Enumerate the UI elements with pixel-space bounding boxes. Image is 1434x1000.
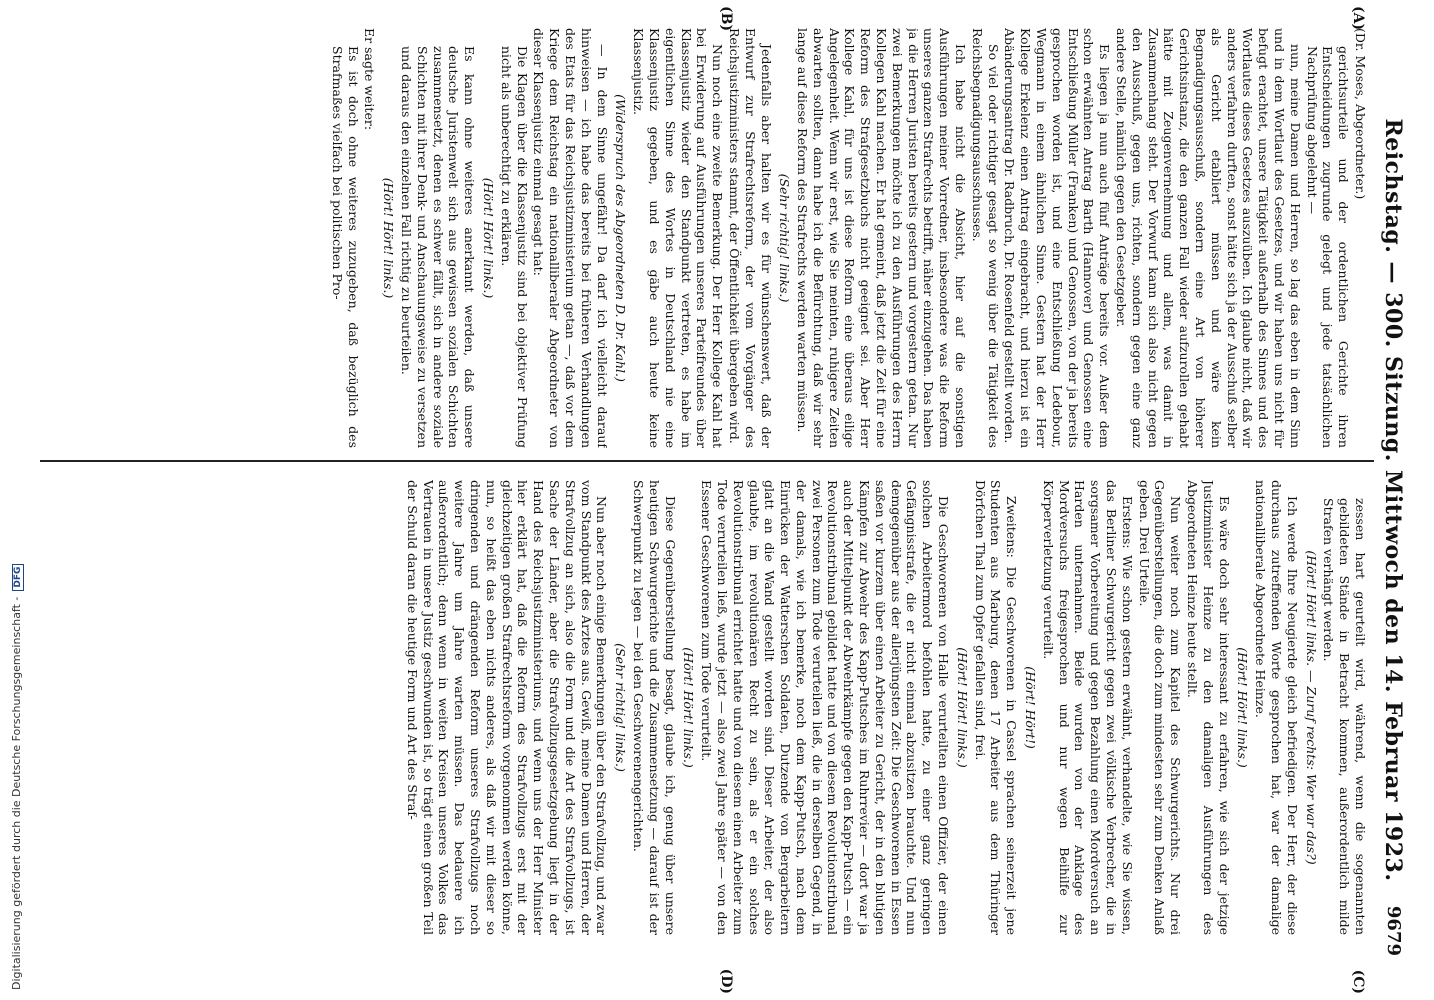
interjection: (Hört! Hört! links.) — [954, 647, 970, 768]
paragraph: Es liegen ja nun auch fünf Anträge bereits vor. Außer dem schon erwähnten Antrag Barth (Hannover) und Genossen eine Entschließung Müller (Franken) und Genossen, von der ja bereits gesprochen worden ist, und eine Entschließung Ledebour, Wegmann in einem ähnlichen Sinne. Gestern hat der Herr Kollege Erkelenz einen Antrag eingebracht, und hierzu ist ein Abänderungsantrag Dr. Radbruch, Dr. Rosenfeld gestellt worden. — [1002, 28, 1113, 448]
paragraph: Ich werde Ihre Neugierde gleich befriedigen. Der Herr, der diese durchaus zutreffenden Worte gesprochen hat, war der damalige nationalliberale Abgeordnete Heinze. — [1253, 480, 1300, 935]
page-number: 9679 — [1383, 905, 1404, 956]
paragraph: Nun weiter noch zum Kapitel des Schwurgerichts. Nur drei Gegenüberstellungen, die doch zum mindesten sehr zum Denken Anlaß geben. Drei Urteile. — [1136, 480, 1184, 935]
paragraph: Diese Gegenüberstellung besagt, glaube ich, genug über unsere heutigen Schwurgerichte und die Zusammensetzung — darauf ist der Schwerpunkt zu legen — bei den Geschworenengerichten. — [630, 480, 678, 935]
quotation: Es ist doch ohne weiteres zuzugeben, daß bezüglich des Strafmaßes vielfach bei politischen Pro- — [329, 46, 361, 448]
paragraph: Nun noch eine zweite Bemerkung. Der Herr Kollege Kahl hat bei Erwiderung auf Ausführungen unseres Parteifreundes über Klassenjustiz wieder den Standpunkt vertreten, es habe im eigentlichen Sinne des Wortes in Deutschland nie eine Klassenjustiz gegeben, und es gäbe auch heute keine Klassenjustiz. — [631, 28, 726, 448]
interjection: (Hört! Hört! links.) — [381, 177, 397, 299]
margin-letter-c: (C) — [1350, 969, 1366, 994]
margin-letter-a: (A) — [1350, 6, 1366, 31]
right-column — [40, 480, 1368, 935]
speaker-label: (Dr. Moses, Abgeordneter.) — [1353, 28, 1368, 200]
digitization-credit-text: Digitalisierung gefördert durch die Deutsche Forschungsgemeinschaft - — [10, 596, 23, 990]
interjection: (Sehr richtig! links.) — [613, 643, 629, 772]
margin-letter-d: (D) — [718, 968, 734, 994]
paragraph: Er sagte weiter: — [362, 28, 378, 131]
interjection: (Hört! Hört! links. — Zuruf rechts: Wer war das?) — [1303, 550, 1319, 865]
paragraph: Ich habe nicht die Absicht, hier auf die sonstigen Ausführungen meiner Vorredner, insbesondere was die Reform unseres ganzen Strafrechts betrifft, näher einzugehen. Das haben ja die Herren Juristen bereits gestern und vorgestern getan. Nur zwei Bemerkungen möchte ich zu den Ausführungen des Herrn Kollegen Kahl machen. Er hat gemeint, daß jetzt die Zeit für eine Reform des Strafgesetzbuchs nicht geeignet sei. Aber Herr Kollege Kahl, für uns ist diese Reform eine überaus eilige Angelegenheit. Wenn wir erst, wie Sie meinten, ruhigere Zeiten abwarten sollten, dann habe ich die Befürchtung, daß wir sehr lange auf diese Reform des Strafrechts werden warten müssen. — [795, 28, 969, 448]
interjection: (Hört! Hört! links.) — [480, 177, 496, 299]
interjection: (Hört! Hört!) — [1023, 666, 1039, 749]
interjection: (Hört! Hört! links.) — [681, 647, 697, 768]
dfg-logo: DFG — [12, 564, 24, 591]
paragraph: Jedenfalls aber halten wir es für wünschenswert, daß der Entwurf zur Strafrechtsreform, der vom Vorgänger des Reichsjustizministers stammt, der Öffentlichkeit übergeben wird. — [726, 28, 774, 448]
paragraph: gerichtsurteile und der ordentlichen Gerichte ihren Entscheidungen zugrunde gelegt und jede tatsächlichen Nachprüfung abgelehnt — — [1304, 46, 1352, 448]
interjection: (Sehr richtig! links.) — [777, 173, 793, 303]
interjection: (Widerspruch des Abgeordneten D. Dr. Kahl.) — [613, 94, 629, 382]
running-head — [1372, 40, 1412, 960]
margin-letter-b: (B) — [718, 6, 734, 32]
paragraph: So viel oder richtiger gesagt so wenig über die Tätigkeit des Reichsbegnadigungsausschusses. — [969, 28, 1001, 448]
paragraph: nun, meine Damen und Herren, so lag das eben in dem Sinn und in dem Wortlaut des Gesetzes, und wir haben uns nicht für befugt erachtet, unsere Tätigkeit außerhalb des Sinnes und des Wortlautes dieses Gesetzes auszuüben. Ich glaube nicht, daß wir anders verfahren durften, sonst hätte sich ja der Ausschuß selber als Gericht etabliert müssen und wäre kein Begnadigungsausschuß, sondern eine Art von höherer Gerichtsinstanz, die den ganzen Fall wieder aufzurollen gehabt hätte mit Zeugenvernehmung und allem, was damit in Zusammenhang steht. Der Vorwurf kann sich also nicht gegen den Ausschuß, gegen uns, richten, sondern gegen eine ganz andere Stelle, nämlich gegen den Gesetzgeber. — [1114, 28, 1303, 448]
paragraph: Zweitens: Die Geschworenen in Cassel sprachen seinerzeit jene Studenten aus Marburg, denen 17 Arbeiter aus dem Thüringer Dörfchen Thal zum Opfer gefallen sind, frei. — [972, 480, 1020, 935]
interjection: (Hört! Hört! links.) — [1235, 647, 1251, 768]
quotation: Die Klagen über die Klassenjustiz sind bei objektiver Prüfung nicht als unberechtigt zu erklären. — [498, 46, 530, 448]
paragraph: — In dem Sinne ungefähr! Da darf ich vielleicht darauf hinweisen — ich habe das bereits bei früheren Verhandlungen des Etats für das Reichsjustizministerium getan —, daß vor dem Kriege dem Reichstag ein nationalliberaler Abgeordneter von dieser Klassenjustiz einmal gesagt hat: — [531, 28, 610, 448]
paragraph: Erstens: Wie schon gestern erwähnt, verhandelte, wie Sie wissen, das Berliner Schwurgericht gegen zwei völkische Verbrecher, die in sorgsamer Vorbereitung und gegen Bezahlung einen Mordversuch an Harden unternahmen. Beide wurden von der Anklage des Mordversuchs freigesprochen und nur wegen Beihilfe zur Körperverletzung verurteilt. — [1040, 480, 1135, 935]
paragraph: Es wäre doch sehr interessant zu erfahren, wie sich der jetzige Justizminister Heinze zu den damaligen Ausführungen des Abgeordneten Heinze heute stellt. — [1185, 480, 1232, 935]
quotation: Es kann ohne weiteres anerkannt werden, daß unsere deutsche Juristenwelt sich aus gewissen sozialen Schichten zusammensetzt, denen es schwer fällt, sich in andere soziale Schichten mit ihrer Denk- und Anschauungsweise zu versetzen und daraus den einzelnen Fall richtig zu beurteilen. — [398, 46, 478, 448]
paragraph: Nun aber noch einige Bemerkungen über den Strafvollzug, und zwar vom Standpunkt des Arztes aus. Gewiß, meine Damen und Herren, der Strafvollzug an sich, also die Form und die Art des Strafvollzugs, ist Sache der Länder, aber die Strafvollzugsgesetzgebung liegt in der Hand des Reichsjustizministeriums, und wenn uns der Herr Minister hier erklärt hat, daß die Reform des Strafvollzugs erst mit der gleichzeitigen großen Strafrechtsreform vorgenommen werden könne, nun, so heißt das eben nichts anderes, als daß wir mit dieser so dringenden und drängenden Reform unseres Strafvollzugs noch weitere Jahre um Jahre warten müssen. Das bedauere ich außerordentlich; denn wenn in weiten Kreisen unseres Volkes das Vertrauen in unsere Justiz geschwunden ist, so trägt einen großen Teil der Schuld daran die heutige Form und Art des Straf- — [404, 480, 610, 935]
digitization-credit — [10, 564, 24, 990]
running-title: Reichstag. — 300. Sitzung. Mittwoch den 14. Februar 1923. — [1380, 118, 1406, 882]
quotation: zessen hart geurteilt wird, während, wenn die sogenannten gebildeten Stände in Betracht kommen, außerordentlich milde Strafen verhängt werden. — [1321, 498, 1368, 935]
paragraph: Die Geschworenen von Halle verurteilten einen Offizier, der einen solchen Arbeitermord befohlen hatte, zu einer ganz geringen Gefängnisstrafe, die er nicht einmal abzusitzen brauchte. Und nun demgegenüber aus der allerjüngsten Zeit: Die Geschworenen in Essen saßen vor kurzem über einen Arbeiter zu Gericht, der in den blutigen Kämpfen zur Abwehr des Kapp-Putsches im Ruhrrevier — dort war ja auch der Mittelpunkt der Abwehrkämpfe gegen den Kapp-Putsch — ein Revolutionstribunal gebildet hatte und von diesem Revolutionstribunal zwei Personen zum Tode verurteilen ließ, die in derselben Gegend, in der damals, wie ich bemerke, noch dem Kapp-Putsch, nach dem Einrücken der Watterschen Soldaten, Dutzende von Bergarbeitern glatt an die Wand gestellt worden sind. Dieser Arbeiter, der also glaubte, im revolutionären Recht zu sein, als er ein solches Revolutionstribunal errichtet hatte und von diesem einen Arbeiter zum Tode verurteilen ließ, wurde jetzt — also zwei Jahre später — von den Essener Geschworenen zum Tode verurteilt. — [699, 480, 952, 935]
column-divider — [40, 460, 1374, 462]
left-column — [40, 28, 1368, 448]
